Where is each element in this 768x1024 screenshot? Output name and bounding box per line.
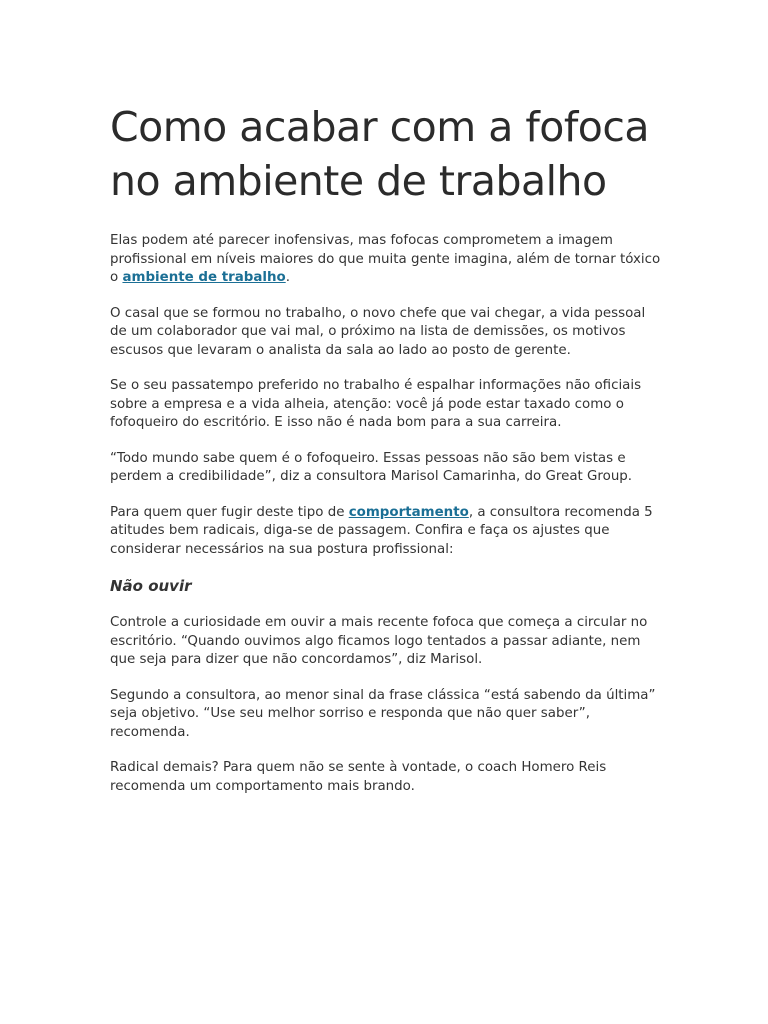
paragraph-8: Radical demais? Para quem não se sente à vontade, o coach Homero Reis recomenda um comportamento mais brando. <box>110 760 607 794</box>
paragraph-2: O casal que se formou no trabalho, o novo chefe que vai chegar, a vida pessoal de um colaborador que vai mal, o próximo na lista de demissões, os motivos escusos que levaram o analista da sala ao lado ao posto de gerente. <box>110 305 646 358</box>
paragraph-5-text-after: , a consultora recomenda 5 atitudes bem radicais, diga-se de passagem. Confira e faça os ajustes que considerar necessários na sua postura profissional: <box>110 504 653 557</box>
paragraph-1-text-after: . <box>285 270 290 285</box>
paragraph-5-text-before: Para quem quer fugir deste tipo de <box>110 504 349 520</box>
paragraph-1 <box>110 232 662 288</box>
article-title: Como acabar com a fofoca no ambiente de trabalho <box>110 103 650 205</box>
paragraph-3: Se o seu passatempo preferido no trabalho é espalhar informações não oficiais sobre a empresa e a vida alheia, atenção: você já pode estar taxado como o fofoqueiro do escritório. E isso não é nada bom para a sua carreira. <box>110 378 642 430</box>
paragraph-4: “Todo mundo sabe quem é o fofoqueiro. Essas pessoas não são bem vistas e perdem a credibilidade”, diz a consultora Marisol Camarinha, do Great Group. <box>110 450 633 484</box>
paragraph-7: Segundo a consultora, ao menor sinal da frase clássica “está sabendo da última” seja objetivo. “Use seu melhor sorriso e responda que não quer saber”, recomenda. <box>110 687 656 740</box>
paragraph-1-text-before: Elas podem até parecer inofensivas, mas fofocas comprometem a imagem profissional em níveis maiores do que muita gente imagina, além de tornar tóxico o <box>110 233 661 285</box>
paragraph-6: Controle a curiosidade em ouvir a mais recente fofoca que começa a circular no escritório. “Quando ouvimos algo ficamos logo tentados a passar adiante, nem que seja para dizer que não concordamos”, diz Marisol. <box>110 615 648 667</box>
ambiente-de-trabalho-link[interactable]: ambiente de trabalho <box>122 270 286 285</box>
comportamento-link[interactable]: comportamento <box>348 504 469 520</box>
article <box>110 100 662 796</box>
section-heading-nao-ouvir: Não ouvir <box>110 577 192 595</box>
paragraph-5 <box>110 504 662 560</box>
